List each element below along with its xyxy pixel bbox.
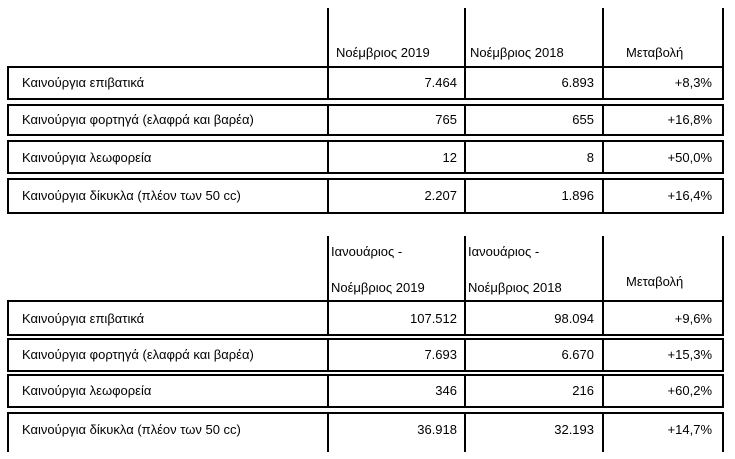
- divider: [327, 8, 329, 66]
- value-change: +9,6%: [674, 311, 712, 326]
- value-2018: 6.893: [561, 75, 594, 90]
- row-label: Καινούργια φορτηγά (ελαφρά και βαρέα): [22, 112, 254, 127]
- row-label: Καινούργια λεωφορεία: [22, 383, 152, 398]
- value-2018: 32.193: [554, 422, 594, 437]
- value-change: +16,8%: [667, 112, 712, 127]
- value-2019: 765: [435, 112, 457, 127]
- row-label: Καινούργια επιβατικά: [22, 311, 145, 326]
- col-header-jan-nov-2019-line1: Ιανουάριος -: [331, 244, 403, 259]
- value-2019: 7.693: [424, 347, 457, 362]
- value-2019: 2.207: [424, 188, 457, 203]
- value-change: +16,4%: [667, 188, 712, 203]
- value-2018: 655: [572, 112, 594, 127]
- col-header-jan-nov-2018-line1: Ιανουάριος -: [468, 244, 540, 259]
- value-change: +50,0%: [667, 150, 712, 165]
- col-header-change: Μεταβολή: [626, 45, 684, 60]
- divider: [327, 236, 329, 300]
- value-change: +8,3%: [674, 75, 712, 90]
- divider: [464, 236, 466, 300]
- divider: [602, 8, 604, 66]
- value-2019: 12: [442, 150, 457, 165]
- value-2019: 107.512: [410, 311, 457, 326]
- value-2018: 216: [572, 383, 594, 398]
- value-2019: 36.918: [417, 422, 457, 437]
- divider: [722, 8, 724, 66]
- col-header-nov-2018: Νοέμβριος 2018: [470, 45, 564, 60]
- row-label: Καινούργια φορτηγά (ελαφρά και βαρέα): [22, 347, 254, 362]
- value-change: +14,7%: [667, 422, 712, 437]
- value-change: +60,2%: [667, 383, 712, 398]
- divider: [464, 8, 466, 66]
- value-2018: 8: [586, 150, 594, 165]
- col-header-jan-nov-2018-line2: Νοέμβριος 2018: [468, 280, 562, 295]
- value-2018: 6.670: [561, 347, 594, 362]
- divider: [722, 236, 724, 300]
- col-header-jan-nov-2019-line2: Νοέμβριος 2019: [331, 280, 425, 295]
- value-2019: 7.464: [424, 75, 457, 90]
- value-change: +15,3%: [667, 347, 712, 362]
- row-label: Καινούργια δίκυκλα (πλέον των 50 cc): [22, 422, 241, 437]
- value-2018: 98.094: [554, 311, 594, 326]
- divider: [602, 236, 604, 300]
- col-header-change: Μεταβολή: [626, 274, 684, 289]
- value-2019: 346: [435, 383, 457, 398]
- row-label: Καινούργια δίκυκλα (πλέον των 50 cc): [22, 188, 241, 203]
- value-2018: 1.896: [561, 188, 594, 203]
- row-label: Καινούργια λεωφορεία: [22, 150, 152, 165]
- col-header-nov-2019: Νοέμβριος 2019: [336, 45, 430, 60]
- row-label: Καινούργια επιβατικά: [22, 75, 145, 90]
